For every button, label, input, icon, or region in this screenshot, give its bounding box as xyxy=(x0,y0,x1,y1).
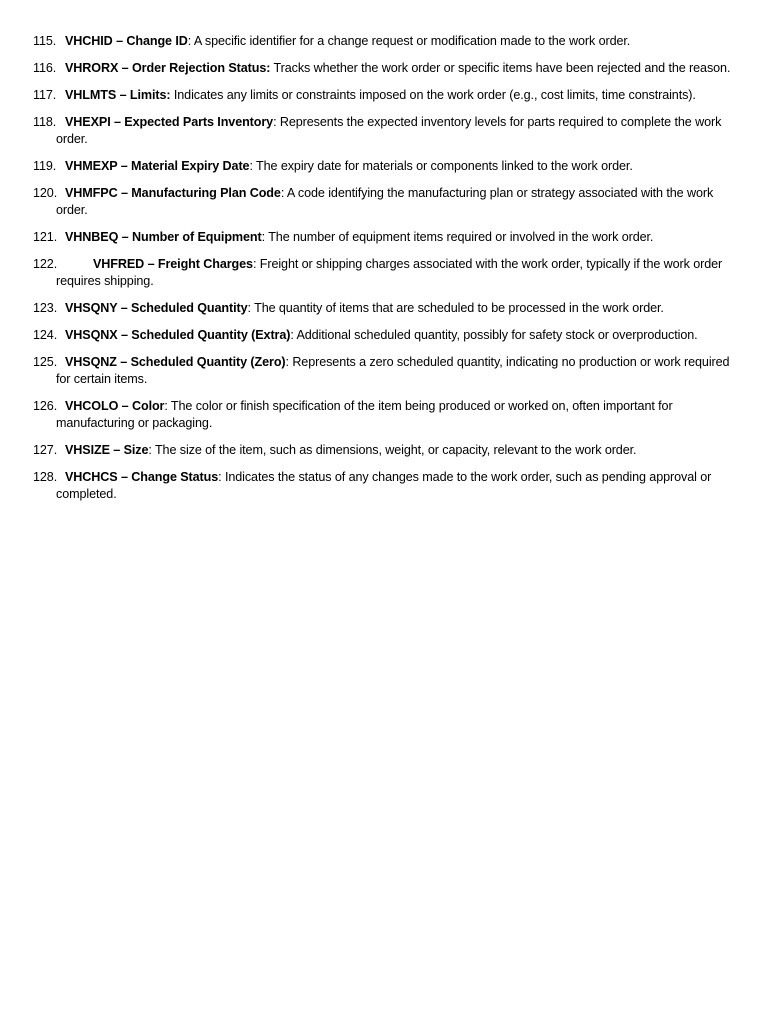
item-number: 121. xyxy=(33,230,58,244)
item-body xyxy=(56,60,744,77)
item-term: VHLMTS – Limits: xyxy=(65,88,171,102)
item-number: 115. xyxy=(33,34,57,48)
item-description: : Freight or shipping charges associated with the work order, typically if the work order requires shipping. xyxy=(56,257,723,288)
item-body xyxy=(56,158,744,175)
item-number: 123. xyxy=(33,301,58,315)
list-item xyxy=(33,158,744,175)
item-body xyxy=(56,327,744,344)
item-term: VHCHCS – Change Status xyxy=(65,470,219,484)
item-body xyxy=(56,256,744,290)
item-term: VHCHID – Change ID xyxy=(65,34,188,48)
list-item xyxy=(33,300,744,317)
item-description: Indicates any limits or constraints imposed on the work order (e.g., cost limits, time constraints). xyxy=(170,88,696,102)
item-number: 117. xyxy=(33,88,57,102)
item-number: 127. xyxy=(33,443,58,457)
item-number: 124. xyxy=(33,328,58,342)
item-number: 116. xyxy=(33,61,57,75)
list-item xyxy=(33,185,744,219)
item-body xyxy=(56,114,744,148)
list-item xyxy=(33,327,744,344)
list-item xyxy=(33,398,744,432)
list-item xyxy=(33,33,744,50)
list-item xyxy=(33,256,744,290)
item-term: VHMFPC – Manufacturing Plan Code xyxy=(65,186,281,200)
item-body xyxy=(56,87,744,104)
item-term: VHSQNX – Scheduled Quantity (Extra) xyxy=(65,328,291,342)
item-number: 126. xyxy=(33,399,58,413)
item-term: VHRORX – Order Rejection Status: xyxy=(65,61,271,75)
item-number: 125. xyxy=(33,355,58,369)
item-body xyxy=(56,354,744,388)
item-body xyxy=(56,469,744,503)
item-term: VHEXPI – Expected Parts Inventory xyxy=(65,115,274,129)
item-term: VHSQNY – Scheduled Quantity xyxy=(65,301,248,315)
item-term: VHFRED – Freight Charges xyxy=(93,257,253,271)
item-term: VHMEXP – Material Expiry Date xyxy=(65,159,250,173)
item-body xyxy=(56,33,744,50)
item-description: Tracks whether the work order or specific items have been rejected and the reason. xyxy=(270,61,731,75)
list-item xyxy=(33,60,744,77)
item-number: 119. xyxy=(33,159,57,173)
list-item xyxy=(33,469,744,503)
list-item xyxy=(33,354,744,388)
item-number: 120. xyxy=(33,186,58,200)
item-term: VHCOLO – Color xyxy=(65,399,165,413)
list-item xyxy=(33,229,744,246)
item-description: : Represents a zero scheduled quantity, indicating no production or work required for certain items. xyxy=(56,355,730,386)
item-body xyxy=(56,442,744,459)
item-description: : Represents the expected inventory levels for parts required to complete the work order. xyxy=(56,115,722,146)
item-term: VHNBEQ – Number of Equipment xyxy=(65,230,262,244)
item-description: : The color or finish specification of the item being produced or worked on, often important for manufacturing or packaging. xyxy=(56,399,673,430)
item-description: : The quantity of items that are scheduled to be processed in the work order. xyxy=(247,301,664,315)
item-description: : The expiry date for materials or components linked to the work order. xyxy=(249,159,633,173)
item-body xyxy=(56,300,744,317)
item-description: : Indicates the status of any changes made to the work order, such as pending approval or completed. xyxy=(56,470,712,501)
item-body xyxy=(56,398,744,432)
item-description: : A specific identifier for a change request or modification made to the work order. xyxy=(187,34,631,48)
item-description: : The size of the item, such as dimensions, weight, or capacity, relevant to the work order. xyxy=(148,443,637,457)
item-body xyxy=(56,229,744,246)
item-description: : Additional scheduled quantity, possibly for safety stock or overproduction. xyxy=(290,328,698,342)
item-number: 118. xyxy=(33,115,57,129)
item-term: VHSIZE – Size xyxy=(65,443,149,457)
item-number: 128. xyxy=(33,470,58,484)
item-body xyxy=(56,185,744,219)
item-description: : The number of equipment items required or involved in the work order. xyxy=(261,230,654,244)
item-description: : A code identifying the manufacturing plan or strategy associated with the work order. xyxy=(56,186,714,217)
item-number: 122. xyxy=(33,257,58,271)
list-item xyxy=(33,87,744,104)
definition-list xyxy=(33,33,744,503)
list-item xyxy=(33,442,744,459)
item-term: VHSQNZ – Scheduled Quantity (Zero) xyxy=(65,355,286,369)
list-item xyxy=(33,114,744,148)
